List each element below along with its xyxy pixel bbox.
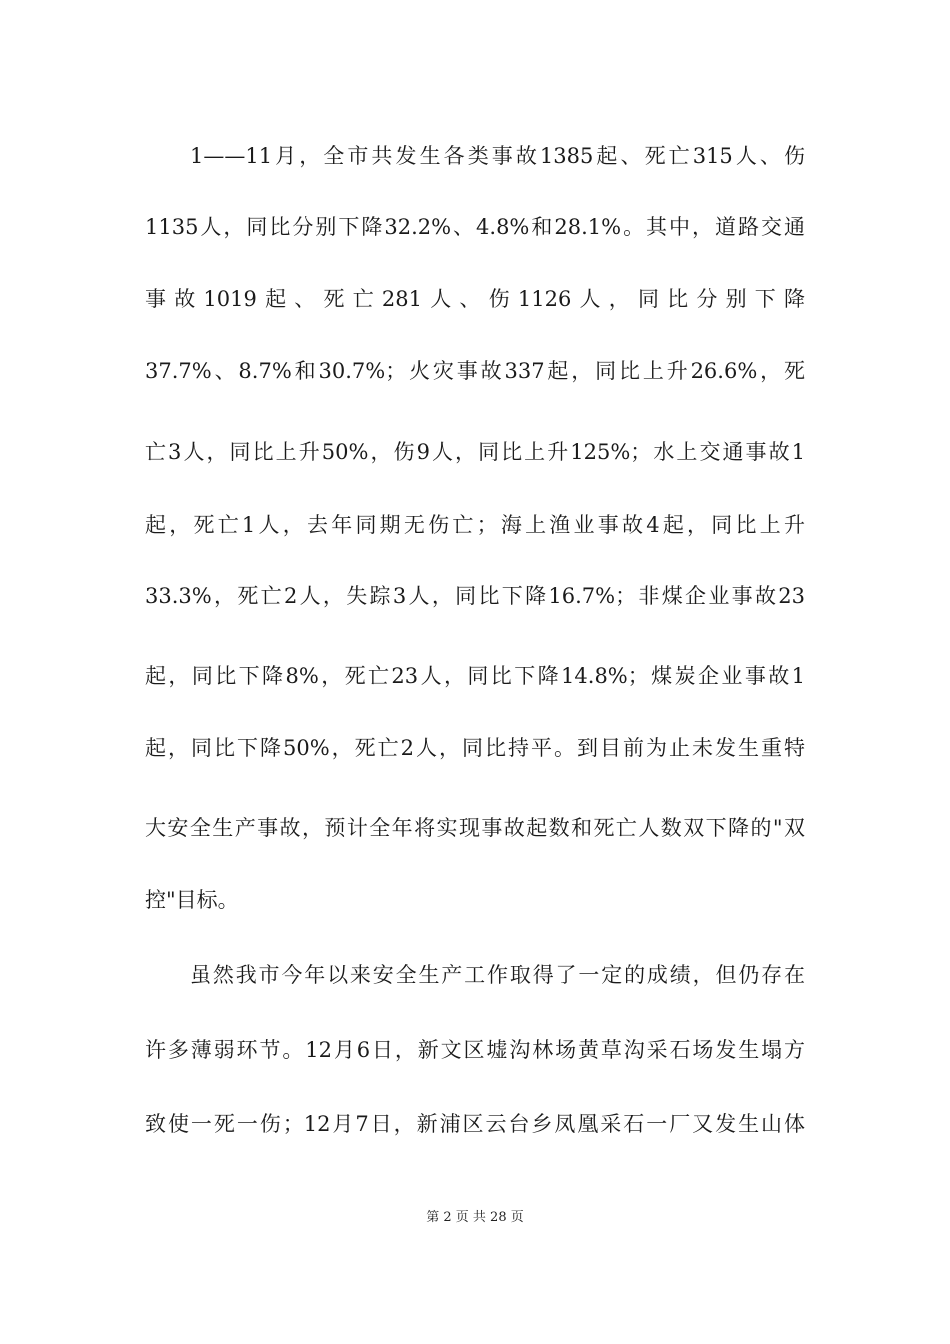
paragraph-line: 致使一死一伤；12月7日，新浦区云台乡凤凰采石一厂又发生山体: [145, 1112, 805, 1136]
paragraph-line: 起，死亡1人，去年同期无伤亡；海上渔业事故4起，同比上升: [145, 513, 805, 537]
paragraph-line: 37.7%、8.7%和30.7%；火灾事故337起，同比上升26.6%，死: [145, 359, 805, 383]
paragraph-line: 事故1019起、死亡281人、伤1126人，同比分别下降: [145, 287, 805, 311]
paragraph-line: 控"目标。: [145, 888, 239, 912]
paragraph-line: 许多薄弱环节。12月6日，新文区墟沟林场黄草沟采石场发生塌方: [145, 1038, 805, 1062]
paragraph-line: 起，同比下降8%，死亡23人，同比下降14.8%；煤炭企业事故1: [145, 664, 805, 688]
paragraph-line: 33.3%，死亡2人，失踪3人，同比下降16.7%；非煤企业事故23: [145, 584, 805, 608]
paragraph-line: 亡3人，同比上升50%，伤9人，同比上升125%；水上交通事故1: [145, 440, 805, 464]
page-number-footer: 第 2 页 共 28 页: [426, 1210, 524, 1225]
paragraph-line: 1——11月，全市共发生各类事故1385起、死亡315人、伤: [190, 144, 805, 168]
paragraph-line: 1135人，同比分别下降32.2%、4.8%和28.1%。其中，道路交通: [145, 215, 805, 239]
paragraph-line: 起，同比下降50%，死亡2人，同比持平。到目前为止未发生重特: [145, 736, 805, 760]
paragraph-line: 虽然我市今年以来安全生产工作取得了一定的成绩，但仍存在: [190, 963, 805, 987]
paragraph-line: 大安全生产事故，预计全年将实现事故起数和死亡人数双下降的"双: [145, 816, 805, 840]
